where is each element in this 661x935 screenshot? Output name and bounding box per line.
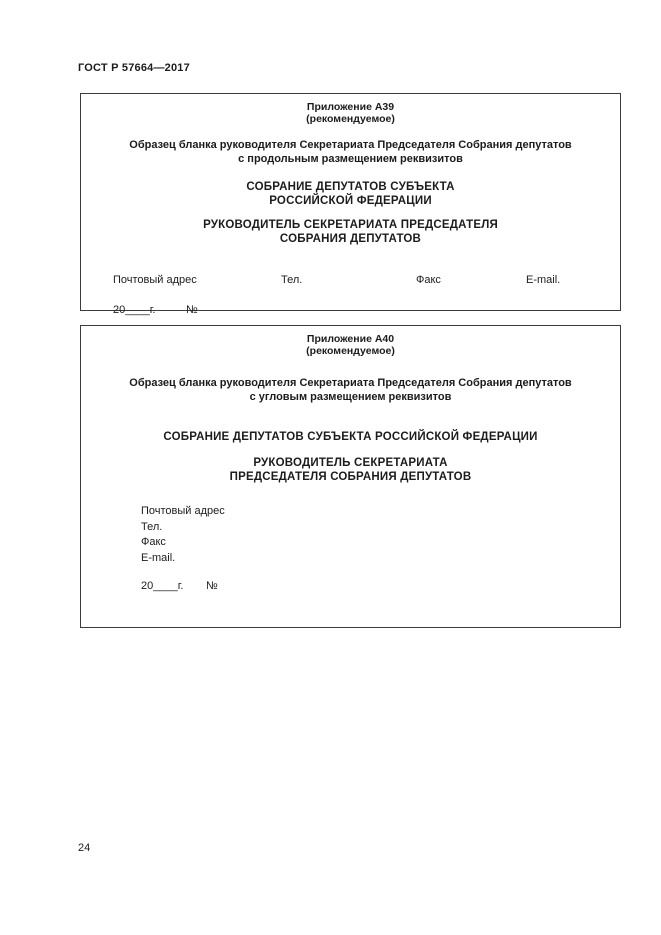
appendix-a40-position-line1: РУКОВОДИТЕЛЬ СЕКРЕТАРИАТА xyxy=(253,457,448,469)
number-label: № xyxy=(186,304,198,316)
appendix-a40-org-line1: СОБРАНИЕ ДЕПУТАТОВ СУБЪЕКТА РОССИЙСКОЙ ФЕДЕРАЦИИ xyxy=(163,431,538,443)
appendix-a40-description xyxy=(81,376,620,404)
appendix-a39-position xyxy=(81,218,620,246)
appendix-a39-title: Приложение А39 xyxy=(306,101,395,113)
appendix-a40-frame xyxy=(80,325,621,628)
appendix-a40-date-row xyxy=(81,580,620,593)
appendix-a39-org-line2: РОССИЙСКОЙ ФЕДЕРАЦИИ xyxy=(269,195,432,207)
appendix-a40-description-line2: с угловым размещением реквизитов xyxy=(249,391,452,403)
appendix-a39-org-line1: СОБРАНИЕ ДЕПУТАТОВ СУБЪЕКТА xyxy=(246,181,455,193)
appendix-a40-organization xyxy=(81,430,620,444)
appendix-a39-contacts-row xyxy=(81,274,620,287)
email-label: E-mail. xyxy=(526,274,561,286)
email-label: E-mail. xyxy=(141,551,176,564)
appendix-a40-description-line1: Образец бланка руководителя Секретариата Председателя Собрания депутатов xyxy=(129,377,572,389)
appendix-a39-date-row xyxy=(81,304,620,317)
appendix-a40-contacts-block xyxy=(81,504,620,566)
phone-label: Тел. xyxy=(281,274,303,286)
date-label: 20____г. xyxy=(113,304,156,316)
postal-address-label: Почтовый адрес xyxy=(113,274,197,286)
appendix-a40-title: Приложение А40 xyxy=(306,333,395,345)
date-label: 20____г. xyxy=(141,580,184,592)
appendix-a39-organization xyxy=(81,180,620,208)
appendix-a39-description-line2: с продольным размещением реквизитов xyxy=(238,153,463,165)
appendix-a40-subtitle: (рекомендуемое) xyxy=(306,345,395,357)
appendix-a39-frame xyxy=(80,93,621,316)
appendix-a39-position-line2: СОБРАНИЯ ДЕПУТАТОВ xyxy=(279,233,422,245)
phone-label: Тел. xyxy=(141,520,163,533)
appendix-a39-position-line1: РУКОВОДИТЕЛЬ СЕКРЕТАРИАТА ПРЕДСЕДАТЕЛЯ xyxy=(203,219,498,231)
appendix-a39-subtitle: (рекомендуемое) xyxy=(306,113,395,125)
appendix-a40-position xyxy=(81,456,620,484)
appendix-a39-description-line1: Образец бланка руководителя Секретариата Председателя Собрания депутатов xyxy=(129,139,572,151)
appendix-a40-position-line2: ПРЕДСЕДАТЕЛЯ СОБРАНИЯ ДЕПУТАТОВ xyxy=(229,471,472,483)
fax-label: Факс xyxy=(416,274,441,286)
page-number: 24 xyxy=(78,842,91,854)
doc-code: ГОСТ Р 57664—2017 xyxy=(78,62,190,74)
appendix-a39-description xyxy=(81,138,620,166)
fax-label: Факс xyxy=(141,536,166,548)
number-label: № xyxy=(206,580,218,592)
postal-address-label: Почтовый адрес xyxy=(141,505,225,517)
